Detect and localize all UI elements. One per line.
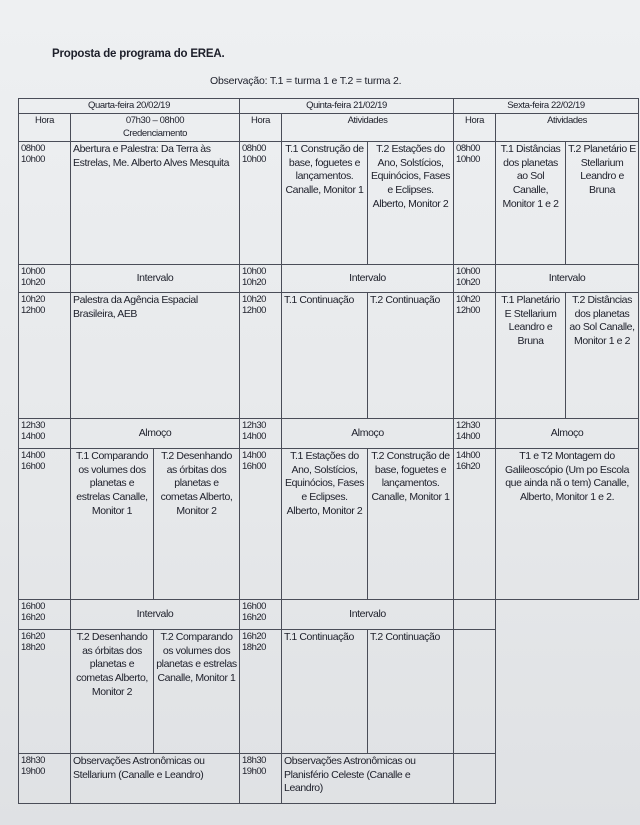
empty-cell bbox=[496, 754, 639, 804]
wed-lunch: Almoço bbox=[71, 419, 240, 449]
hora-header-fri: Hora bbox=[454, 114, 496, 142]
slot-row-evening bbox=[19, 754, 639, 804]
time-end: 10h00 bbox=[21, 154, 45, 166]
time-cell bbox=[454, 293, 496, 419]
time-cell bbox=[454, 449, 496, 600]
time-cell bbox=[454, 419, 496, 449]
empty-cell bbox=[496, 630, 639, 754]
time-start: 18h30 bbox=[21, 755, 45, 767]
wed-afternoon-t1: T.1 Comparando os volumes dos planetas e estrelas Canalle, Monitor 1 bbox=[71, 449, 154, 600]
wed-late-t2a: T.2 Desenhando as órbitas dos planetas e cometas Alberto, Monitor 2 bbox=[71, 630, 154, 754]
wed-evening: Observações Astronômicas ou Stellarium (Canalle e Leandro) bbox=[71, 754, 240, 804]
time-end: 19h00 bbox=[21, 766, 45, 778]
time-cell bbox=[240, 265, 282, 293]
thu-evening: Observações Astronômicas ou Planisfério Celeste (Canalle e Leandro) bbox=[282, 754, 454, 804]
time-cell bbox=[454, 142, 496, 265]
day-header-row bbox=[19, 99, 639, 114]
thu-cont-t2: T.2 Continuação bbox=[368, 293, 454, 419]
fri-interval-1: Intervalo bbox=[496, 265, 639, 293]
time-start: 08h00 bbox=[242, 143, 266, 155]
hora-header-wed: Hora bbox=[19, 114, 71, 142]
document-title: Proposta de programa do EREA. bbox=[52, 48, 225, 60]
time-end: 12h00 bbox=[242, 305, 266, 317]
time-start: 12h30 bbox=[456, 420, 480, 432]
hora-header-thu: Hora bbox=[240, 114, 282, 142]
fri-morning-t2: T.2 Planetário E Stellarium Leandro e Bruna bbox=[566, 142, 639, 265]
slot-row-late-afternoon bbox=[19, 630, 639, 754]
time-end: 10h00 bbox=[456, 154, 480, 166]
time-start: 08h00 bbox=[21, 143, 45, 155]
time-end: 19h00 bbox=[242, 766, 266, 778]
time-end: 16h20 bbox=[456, 461, 480, 473]
time-start: 16h20 bbox=[242, 631, 266, 643]
time-start: 10h00 bbox=[456, 266, 480, 278]
fri-mid-t2: T.2 Distâncias dos planetas ao Sol Canalle, Monitor 1 e 2 bbox=[566, 293, 639, 419]
thu-late-t2: T.2 Continuação bbox=[368, 630, 454, 754]
time-end: 14h00 bbox=[456, 431, 480, 443]
time-end: 18h20 bbox=[242, 642, 266, 654]
wed-late-t2b: T.2 Comparando os volumes dos planetas e estrelas Canalle, Monitor 1 bbox=[154, 630, 240, 754]
time-cell bbox=[240, 754, 282, 804]
empty-cell bbox=[496, 600, 639, 630]
time-cell bbox=[240, 419, 282, 449]
slot-row-interval-2 bbox=[19, 600, 639, 630]
empty-cell bbox=[454, 754, 496, 804]
thu-cont-t1: T.1 Continuação bbox=[282, 293, 368, 419]
fri-lunch: Almoço bbox=[496, 419, 639, 449]
time-start: 18h30 bbox=[242, 755, 266, 767]
day-header-fri: Sexta-feira 22/02/19 bbox=[454, 99, 639, 114]
time-cell bbox=[19, 600, 71, 630]
day-header-wed: Quarta-feira 20/02/19 bbox=[19, 99, 240, 114]
time-start: 16h00 bbox=[21, 601, 45, 613]
fri-afternoon: T1 e T2 Montagem do Galileoscópio (Um po Escola que ainda nã o tem) Canalle, Alberto, Monitor 1 e 2. bbox=[496, 449, 639, 600]
thu-afternoon-t2: T.2 Construção de base, foguetes e lançamentos. Canalle, Monitor 1 bbox=[368, 449, 454, 600]
time-start: 10h20 bbox=[456, 294, 480, 306]
checkin-time: 07h30 – 08h00 bbox=[125, 115, 185, 127]
time-cell bbox=[240, 449, 282, 600]
time-start: 10h00 bbox=[242, 266, 266, 278]
thu-afternoon-t1: T.1 Estações do Ano, Solstícios, Equinócios, Fases e Eclipses. Alberto, Monitor 2 bbox=[282, 449, 368, 600]
time-start: 12h30 bbox=[242, 420, 266, 432]
time-end: 10h20 bbox=[21, 277, 45, 289]
time-start: 14h00 bbox=[242, 450, 266, 462]
time-cell bbox=[19, 419, 71, 449]
thu-morning-t2: T.2 Estações do Ano, Solstícios, Equinócios, Fases e Eclipses. Alberto, Monitor 2 bbox=[368, 142, 454, 265]
time-cell bbox=[240, 142, 282, 265]
checkin-cell bbox=[71, 114, 240, 142]
fri-morning-t1: T.1 Distâncias dos planetas ao Sol Canalle, Monitor 1 e 2 bbox=[496, 142, 566, 265]
slot-row-late-morning bbox=[19, 293, 639, 419]
time-end: 14h00 bbox=[21, 431, 45, 443]
time-cell bbox=[19, 630, 71, 754]
atividades-header-fri: Atividades bbox=[496, 114, 639, 142]
time-end: 14h00 bbox=[242, 431, 266, 443]
time-end: 16h20 bbox=[242, 612, 266, 624]
thu-lunch: Almoço bbox=[282, 419, 454, 449]
thu-interval-2: Intervalo bbox=[282, 600, 454, 630]
time-start: 10h20 bbox=[242, 294, 266, 306]
atividades-header-thu: Atividades bbox=[282, 114, 454, 142]
time-cell bbox=[454, 265, 496, 293]
thu-interval-1: Intervalo bbox=[282, 265, 454, 293]
slot-row-morning bbox=[19, 142, 639, 265]
time-start: 10h20 bbox=[21, 294, 45, 306]
time-start: 16h00 bbox=[242, 601, 266, 613]
time-cell bbox=[19, 265, 71, 293]
empty-cell bbox=[454, 600, 496, 630]
wed-interval-2: Intervalo bbox=[71, 600, 240, 630]
thu-morning-t1: T.1 Construção de base, foguetes e lançamentos. Canalle, Monitor 1 bbox=[282, 142, 368, 265]
time-cell bbox=[240, 630, 282, 754]
wed-lecture: Palestra da Agência Espacial Brasileira, AEB bbox=[71, 293, 240, 419]
time-end: 16h00 bbox=[242, 461, 266, 473]
slot-row-interval-1 bbox=[19, 265, 639, 293]
time-cell bbox=[19, 293, 71, 419]
time-end: 12h00 bbox=[456, 305, 480, 317]
schedule-table bbox=[18, 98, 639, 804]
time-cell bbox=[19, 449, 71, 600]
time-end: 10h20 bbox=[242, 277, 266, 289]
time-end: 16h00 bbox=[21, 461, 45, 473]
wed-afternoon-t2: T.2 Desenhando as órbitas dos planetas e cometas Alberto, Monitor 2 bbox=[154, 449, 240, 600]
time-end: 10h00 bbox=[242, 154, 266, 166]
time-cell bbox=[240, 600, 282, 630]
time-cell bbox=[19, 754, 71, 804]
observation-note: Observação: T.1 = turma 1 e T.2 = turma 2. bbox=[210, 75, 402, 87]
time-start: 10h00 bbox=[21, 266, 45, 278]
time-cell bbox=[240, 293, 282, 419]
slot-row-lunch bbox=[19, 419, 639, 449]
time-end: 16h20 bbox=[21, 612, 45, 624]
thu-late-t1: T.1 Continuação bbox=[282, 630, 368, 754]
time-end: 10h20 bbox=[456, 277, 480, 289]
time-start: 08h00 bbox=[456, 143, 480, 155]
slot-row-afternoon bbox=[19, 449, 639, 600]
time-cell bbox=[19, 142, 71, 265]
time-start: 14h00 bbox=[456, 450, 480, 462]
empty-cell bbox=[454, 630, 496, 754]
sub-header-row bbox=[19, 114, 639, 142]
wed-opening: Abertura e Palestra: Da Terra às Estrelas, Me. Alberto Alves Mesquita bbox=[71, 142, 240, 265]
time-end: 18h20 bbox=[21, 642, 45, 654]
time-start: 14h00 bbox=[21, 450, 45, 462]
checkin-label: Credenciamento bbox=[122, 127, 188, 139]
time-start: 12h30 bbox=[21, 420, 45, 432]
time-start: 16h20 bbox=[21, 631, 45, 643]
time-end: 12h00 bbox=[21, 305, 45, 317]
fri-mid-t1: T.1 Planetário E Stellarium Leandro e Bruna bbox=[496, 293, 566, 419]
wed-interval-1: Intervalo bbox=[71, 265, 240, 293]
day-header-thu: Quinta-feira 21/02/19 bbox=[240, 99, 454, 114]
